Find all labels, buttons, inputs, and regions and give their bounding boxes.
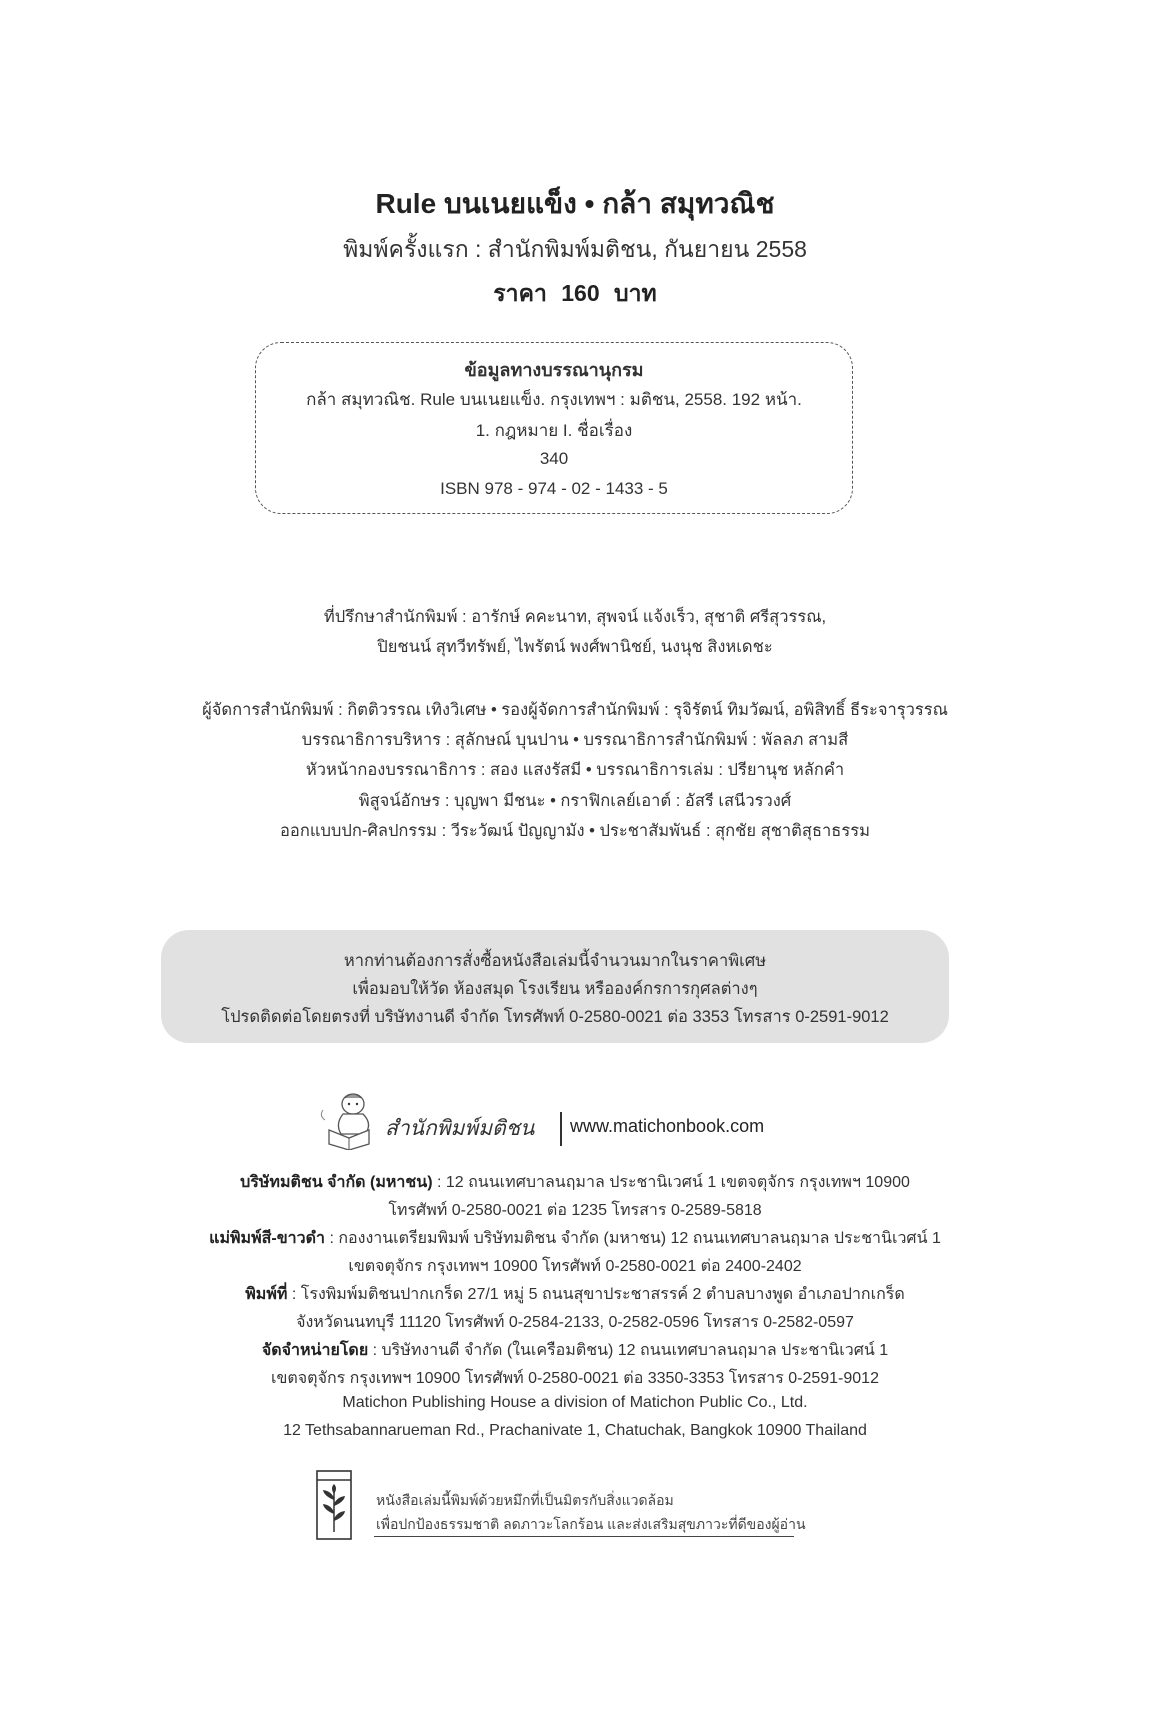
publisher-line: โทรศัพท์ 0-2580-0021 ต่อ 1235 โทรสาร 0-2589-5818 bbox=[388, 1202, 762, 1219]
book-leaf-icon bbox=[316, 1470, 352, 1540]
printer-line: จังหวัดนนทบุรี 11120 โทรศัพท์ 0-2584-2133, 0-2582-0596 โทรสาร 0-2582-0597 bbox=[296, 1314, 854, 1331]
bulk-order-box bbox=[161, 930, 949, 1043]
eco-note-line: เพื่อปกป้องธรรมชาติ ลดภาวะโลกร้อน และส่งเสริมสุขภาวะที่ดีของผู้อ่าน bbox=[376, 1516, 806, 1532]
platemaker-line: แม่พิมพ์สี-ขาวดำ : กองงานเตรียมพิมพ์ บริษัทมติชน จำกัด (มหาชน) 12 ถนนเทศบาลนฤมาล ประชานิเวศน์ 1 bbox=[209, 1230, 941, 1247]
printer-line: พิมพ์ที่ : โรงพิมพ์มติชนปากเกร็ด 27/1 หมู่ 5 ถนนสุขาประชาสรรค์ 2 ตำบลบางพูด อำเภอปากเกร็ด bbox=[245, 1286, 905, 1303]
eco-note-line: หนังสือเล่มนี้พิมพ์ด้วยหมึกที่เป็นมิตรกับสิ่งแวดล้อม bbox=[376, 1492, 674, 1508]
logo-signature: สำนักพิมพ์มติชน bbox=[385, 1116, 535, 1140]
cip-line: กล้า สมุทวณิช. Rule บนเนยแข็ง. กรุงเทพฯ : มติชน, 2558. 192 หน้า. bbox=[306, 390, 802, 409]
edition-line: พิมพ์ครั้งแรก : สำนักพิมพ์มติชน, กันยายน 2558 bbox=[343, 236, 807, 262]
isbn-line: ISBN 978 - 974 - 02 - 1433 - 5 bbox=[440, 479, 668, 498]
staff-line: ออกแบบปก-ศิลปกรรม : วีระวัฒน์ ปัญญามัง • ประชาสัมพันธ์ : สุกชัย สุชาติสุธาธรรม bbox=[280, 822, 870, 840]
price-line: ราคา 160 บาท bbox=[493, 280, 657, 306]
eco-underline bbox=[374, 1536, 794, 1537]
distributor-line: จัดจำหน่ายโดย : บริษัทงานดี จำกัด (ในเครือมติชน) 12 ถนนเทศบาลนฤมาล ประชานิเวศน์ 1 bbox=[261, 1342, 889, 1359]
publisher-line: บริษัทมติชน จำกัด (มหาชน) : 12 ถนนเทศบาลนฤมาล ประชานิเวศน์ 1 เขตจตุจักร กรุงเทพฯ 10900 bbox=[240, 1174, 910, 1191]
english-publisher-line: Matichon Publishing House a division of Matichon Public Co., Ltd. bbox=[342, 1394, 808, 1411]
order-line: หากท่านต้องการสั่งซื้อหนังสือเล่มนี้จำนวนมากในราคาพิเศษ bbox=[343, 952, 767, 970]
book-title: Rule บนเนยแข็ง • กล้า สมุทวณิช bbox=[375, 188, 775, 219]
cataloging-box bbox=[255, 342, 853, 514]
order-line: เพื่อมอบให้วัด ห้องสมุด โรงเรียน หรือองค์กรการกุศลต่างๆ bbox=[352, 980, 758, 998]
publisher-logo bbox=[315, 1090, 835, 1150]
cip-line: 1. กฎหมาย I. ชื่อเรื่อง bbox=[475, 421, 633, 440]
staff-line: บรรณาธิการบริหาร : สุลักษณ์ บุนปาน • บรรณาธิการสำนักพิมพ์ : พัลลภ สามสี bbox=[301, 731, 849, 749]
staff-line: ผู้จัดการสำนักพิมพ์ : กิตติวรรณ เทิงวิเศษ • รองผู้จัดการสำนักพิมพ์ : รุจิรัตน์ ทิมวัฒน์, อพิสิทธิ์ ธีระจารุวรรณ bbox=[202, 701, 948, 719]
order-line: โปรดติดต่อโดยตรงที่ บริษัทงานดี จำกัด โทรศัพท์ 0-2580-0021 ต่อ 3353 โทรสาร 0-2591-9012 bbox=[221, 1008, 889, 1026]
cip-line: 340 bbox=[539, 449, 569, 468]
english-address-line: 12 Tethsabannarueman Rd., Prachanivate 1, Chatuchak, Bangkok 10900 Thailand bbox=[283, 1422, 867, 1439]
platemaker-line: เขตจตุจักร กรุงเทพฯ 10900 โทรศัพท์ 0-2580-0021 ต่อ 2400-2402 bbox=[348, 1258, 802, 1275]
logo-divider bbox=[560, 1112, 562, 1146]
staff-line: หัวหน้ากองบรรณาธิการ : สอง แสงรัสมี • บรรณาธิการเล่ม : ปรียานุช หลักคำ bbox=[305, 761, 845, 779]
mascot-reading-icon bbox=[315, 1090, 385, 1150]
distributor-line: เขตจตุจักร กรุงเทพฯ 10900 โทรศัพท์ 0-2580-0021 ต่อ 3350-3353 โทรสาร 0-2591-9012 bbox=[271, 1370, 879, 1387]
staff-line: พิสูจน์อักษร : บุญพา มีชนะ • กราฟิกเลย์เอาต์ : อัสรี เสนีวรวงศ์ bbox=[358, 792, 792, 810]
advisors-line: ปิยชนน์ สุทวีทรัพย์, ไพรัตน์ พงศ์พานิชย์, นงนุช สิงหเดชะ bbox=[377, 638, 773, 656]
cip-heading: ข้อมูลทางบรรณานุกรม bbox=[464, 360, 644, 380]
advisors-line: ที่ปรึกษาสำนักพิมพ์ : อารักษ์ คคะนาท, สุพจน์ แจ้งเร็ว, สุชาติ ศรีสุวรรณ, bbox=[323, 608, 827, 626]
website-link[interactable]: www.matichonbook.com bbox=[570, 1116, 765, 1136]
